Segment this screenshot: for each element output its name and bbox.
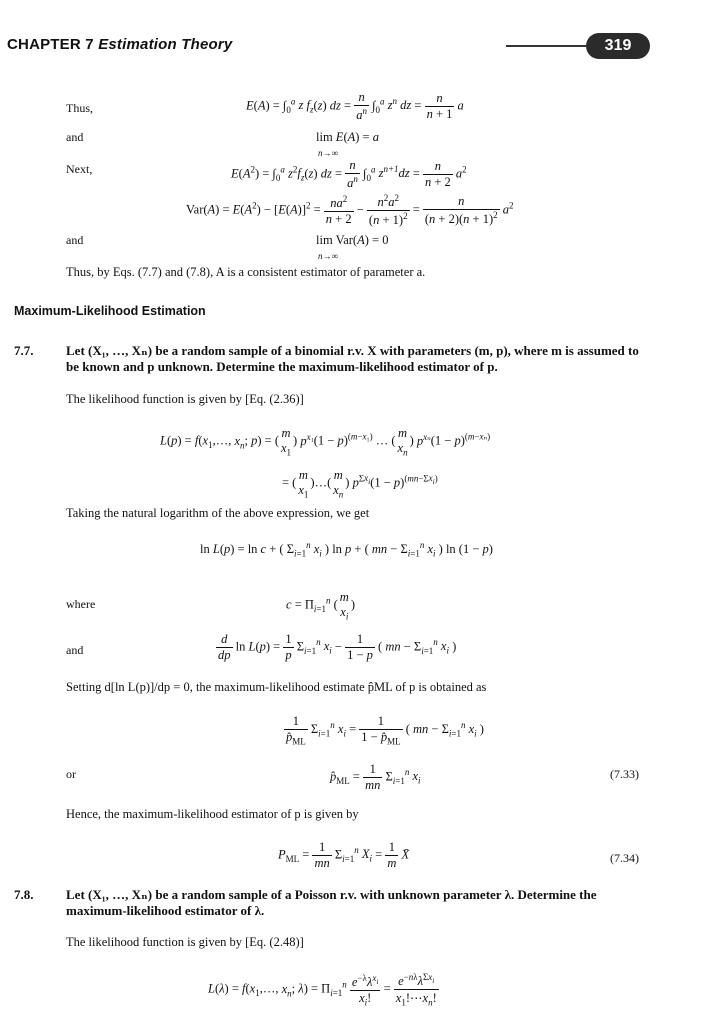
equation-likelihood-poisson: $L(\lambda) = f(x_1,\dots$, $x_n$; $\lambda) = \Pi_{i=1}^n$ $\frac{e^{-\lambda}\lambda^{x_i}}{x_i!}$ = $\frac{e^{-n\lambda}\lambda^{\Sigma x_i}}{x_1!\cdots x_n!}$ bbox=[208, 972, 437, 1008]
equation-expected-A: $E(A) = \int_0^a$ z $f_z(z)$ dz = $\frac{n}{a^n}$ $\int_0^a$ $z^n$ dz = $\frac{n}{n + 1}$ a bbox=[246, 90, 464, 123]
problem-7-8-text: Let (X₁, …, Xₙ) be a random sample of a Poisson r.v. with unknown parameter λ. Determine the maximum-likelihood estimator of λ. bbox=[66, 887, 597, 918]
equation-limit-EA: lim E(A) = a n→∞ bbox=[316, 130, 379, 158]
problem-7-8-number: 7.8. bbox=[14, 887, 34, 902]
likelihood-intro-7-8: The likelihood function is given by [Eq. (2.48)] bbox=[66, 935, 304, 949]
section-title: Maximum-Likelihood Estimation bbox=[14, 304, 206, 318]
label-and-3: and bbox=[66, 643, 84, 657]
equation-constant-c: $c = \Pi_{i=1}^n$ ( m $x_i$ ) bbox=[286, 590, 355, 622]
equation-tag-7-34: (7.34) bbox=[610, 851, 639, 865]
log-intro: Taking the natural logarithm of the above expression, we get bbox=[66, 506, 370, 520]
label-or: or bbox=[66, 767, 76, 781]
equation-log-likelihood: ln L(p) = ln c + ( $\Sigma_{i=1}^n$ $x_i$ ) ln p + ( mn − $\Sigma_{i=1}^n$ $x_i$ ) ln (1 − p) bbox=[200, 540, 493, 559]
setting-derivative-text: Setting d[ln L(p)]/dp = 0, the maximum-likelihood estimate p̂ML of p is obtained as bbox=[66, 680, 487, 694]
problem-7-7-number: 7.7. bbox=[14, 343, 34, 358]
header-rule bbox=[506, 45, 586, 47]
equation-variance-A: $Var(A) = E(A^2) - [E(A)]^2$ = $\frac{na^2}{n + 2}$ − $\frac{n^2a^2}{(n + 1)^2}$ = $\frac{n}{(n + 2)(n + 1)^2}$ $a^2$ bbox=[186, 193, 514, 228]
label-and-2: and bbox=[66, 233, 84, 247]
chapter-header bbox=[7, 36, 232, 53]
equation-expected-A2: $E(A^2) = \int_0^a$ $z^2f_z(z)$ dz = $\frac{n}{a^n}$ $\int_0^a$ $z^{n+1}dz$ = $\frac{n}{n + 2}$ $a^2$ bbox=[231, 158, 467, 191]
chapter-label: CHAPTER 7 bbox=[7, 36, 94, 53]
likelihood-intro-7-7: The likelihood function is given by [Eq. (2.36)] bbox=[66, 392, 304, 406]
chapter-title: Estimation Theory bbox=[98, 36, 233, 53]
equation-ml-estimator: $P_{ML}$ = $\frac{1}{mn}$ $\Sigma_{i=1}^n$ $X_i$ = $\frac{1}{m}$ X̄ bbox=[278, 840, 410, 870]
problem-7-7-text: Let (X₁, …, Xₙ) be a random sample of a binomial r.v. X with parameters (m, p), where m is assumed to be known and p unknown. Determine the maximum-likelihood estimator of p. bbox=[66, 343, 639, 374]
hence-text: Hence, the maximum-likelihood estimator of p is given by bbox=[66, 807, 359, 821]
equation-likelihood-binomial-2: = ( m $x_1$ )…( m $x_n$ ) $p^{\Sigma x_i}(1 - p)^{(mn-\Sigma x_i)}$ bbox=[282, 468, 438, 500]
equation-likelihood-binomial-1: $L(p) = f(x_1,\dots$, $x_n$; p) = ( m $x_1$ ) $p^{x_1}(1 - p)^{(m-x_1)}$ … ( m $x_n$ ) $p^{x_n}(1 - p)^{(m-x_n)}$ bbox=[160, 426, 491, 458]
equation-limit-var: lim Var(A) = 0 n→∞ bbox=[316, 233, 389, 261]
equation-tag-7-33: (7.33) bbox=[610, 767, 639, 781]
equation-ml-estimate: $p̂_{ML}$ = $\frac{1}{mn}$ $\Sigma_{i=1}^n$ $x_i$ bbox=[330, 762, 421, 792]
equation-derivative: $\frac{d}{dp}$ ln L(p) = $\frac{1}{p}$ $\Sigma_{i=1}^n$ $x_i$ − $\frac{1}{1 - p}$ ( mn − $\Sigma_{i=1}^n$ $x_i$ ) bbox=[218, 632, 457, 662]
label-and-1: and bbox=[66, 130, 84, 144]
label-next: Next, bbox=[66, 162, 93, 176]
label-where: where bbox=[66, 597, 96, 611]
equation-ml-condition: $\frac{1}{p̂_{ML}}$ $\Sigma_{i=1}^n$ $x_i$ = $\frac{1}{1 - p̂_{ML}}$ ( mn − $\Sigma_{i=1}^n$ $x_i$ ) bbox=[286, 714, 484, 747]
page-number: 319 bbox=[586, 33, 650, 59]
consistent-statement: Thus, by Eqs. (7.7) and (7.8), A is a consistent estimator of parameter a. bbox=[66, 265, 426, 279]
label-thus: Thus, bbox=[66, 101, 93, 115]
